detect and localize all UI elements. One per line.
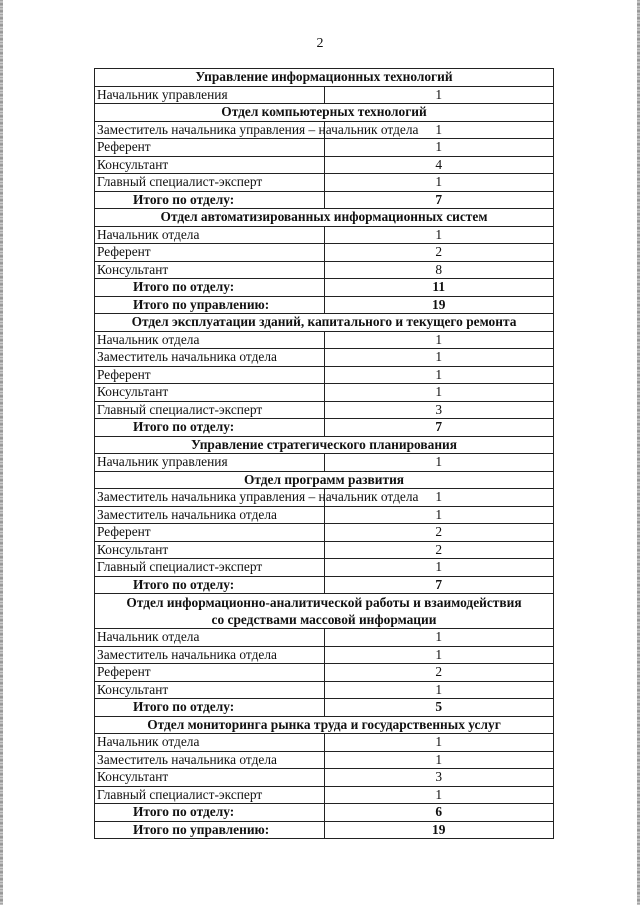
subtotal-row: [95, 804, 554, 822]
subtotal-label: Итого по отделу:: [95, 576, 325, 594]
position-row: [95, 121, 554, 139]
position-count: 1: [324, 349, 554, 367]
subtotal-label: Итого по управлению:: [95, 296, 325, 314]
position-name: Начальник отдела: [95, 629, 325, 647]
position-row: [95, 226, 554, 244]
subtotal-row: [95, 576, 554, 594]
section-header-row: [95, 314, 554, 332]
position-name: Консультант: [95, 156, 325, 174]
position-count: 2: [324, 524, 554, 542]
position-row: [95, 489, 554, 507]
section-header: [95, 594, 554, 629]
position-row: [95, 261, 554, 279]
subtotal-count: 19: [324, 821, 554, 839]
position-count: 8: [324, 261, 554, 279]
position-count: 1: [324, 226, 554, 244]
position-count: 1: [324, 331, 554, 349]
section-header-text: Отдел автоматизированных информационных систем: [160, 209, 488, 225]
position-row: [95, 86, 554, 104]
section-header-text-line2: со средствами массовой информации: [211, 612, 437, 627]
position-name: Начальник управления: [95, 454, 325, 472]
section-header: [95, 471, 554, 489]
position-name: Референт: [95, 366, 325, 384]
subtotal-label: Итого по отделу:: [95, 699, 325, 717]
section-header-row: [95, 716, 554, 734]
subtotal-label: Итого по управлению:: [95, 821, 325, 839]
section-header-text: Отдел мониторинга рынка труда и государственных услуг: [147, 716, 501, 732]
position-count: 1: [324, 454, 554, 472]
subtotal-label: Итого по отделу:: [95, 191, 325, 209]
subtotal-row: [95, 279, 554, 297]
position-name: Заместитель начальника управления – начальник отдела: [95, 489, 325, 507]
position-count: 1: [324, 646, 554, 664]
subtotal-count: 11: [324, 279, 554, 297]
page-number: 2: [316, 36, 324, 51]
subtotal-row: [95, 821, 554, 839]
position-row: [95, 524, 554, 542]
position-name: Заместитель начальника отдела: [95, 349, 325, 367]
section-header-text: Отдел компьютерных технологий: [221, 104, 427, 120]
position-row: [95, 664, 554, 682]
position-name: Референт: [95, 524, 325, 542]
section-header: [95, 69, 554, 87]
section-header: [95, 314, 554, 332]
position-count: 1: [324, 751, 554, 769]
section-header-text: Отдел программ развития: [243, 471, 405, 487]
position-name: Начальник отдела: [95, 734, 325, 752]
position-row: [95, 156, 554, 174]
position-count: 1: [324, 86, 554, 104]
position-name: Консультант: [95, 681, 325, 699]
position-count: 1: [324, 506, 554, 524]
position-row: [95, 331, 554, 349]
position-name: Консультант: [95, 384, 325, 402]
section-header-row: [95, 69, 554, 87]
subtotal-row: [95, 296, 554, 314]
subtotal-count: 7: [324, 419, 554, 437]
position-count: 2: [324, 664, 554, 682]
position-row: [95, 769, 554, 787]
position-row: [95, 174, 554, 192]
position-row: [95, 366, 554, 384]
position-count: 1: [324, 681, 554, 699]
position-count: 1: [324, 786, 554, 804]
position-name: Референт: [95, 244, 325, 262]
position-count: 1: [324, 139, 554, 157]
section-header: [95, 716, 554, 734]
section-header-row: [95, 471, 554, 489]
position-name: Консультант: [95, 769, 325, 787]
position-row: [95, 401, 554, 419]
position-name: Консультант: [95, 541, 325, 559]
subtotal-label: Итого по отделу:: [95, 279, 325, 297]
position-row: [95, 559, 554, 577]
position-name: Референт: [95, 664, 325, 682]
position-name: Заместитель начальника управления – начальник отдела: [95, 121, 325, 139]
section-header-row: [95, 436, 554, 454]
position-count: 1: [324, 174, 554, 192]
position-name: Заместитель начальника отдела: [95, 751, 325, 769]
subtotal-label: Итого по отделу:: [95, 419, 325, 437]
section-header: [95, 209, 554, 227]
scan-edge-left: [0, 0, 3, 905]
position-row: [95, 629, 554, 647]
position-count: 1: [324, 489, 554, 507]
section-header-text: Управление информационных технологий: [195, 69, 453, 85]
position-name: Начальник управления: [95, 86, 325, 104]
subtotal-row: [95, 699, 554, 717]
position-row: [95, 646, 554, 664]
position-count: 1: [324, 366, 554, 384]
position-name: Начальник отдела: [95, 331, 325, 349]
position-name: Главный специалист-эксперт: [95, 559, 325, 577]
position-count: 1: [324, 384, 554, 402]
position-count: 1: [324, 559, 554, 577]
section-header-text: Отдел эксплуатации зданий, капитального и текущего ремонта: [131, 314, 517, 330]
position-name: Референт: [95, 139, 325, 157]
subtotal-row: [95, 419, 554, 437]
position-count: 3: [324, 401, 554, 419]
section-header-text: Управление стратегического планирования: [190, 436, 457, 452]
position-name: Главный специалист-эксперт: [95, 174, 325, 192]
position-name: Заместитель начальника отдела: [95, 646, 325, 664]
position-count: 2: [324, 541, 554, 559]
position-row: [95, 349, 554, 367]
section-header: [95, 104, 554, 122]
position-count: 1: [324, 734, 554, 752]
subtotal-row: [95, 191, 554, 209]
position-row: [95, 751, 554, 769]
staffing-table: [94, 68, 554, 839]
position-name: Начальник отдела: [95, 226, 325, 244]
position-count: 2: [324, 244, 554, 262]
position-row: [95, 506, 554, 524]
position-name: Заместитель начальника отдела: [95, 506, 325, 524]
staffing-table-body: [95, 69, 554, 839]
position-row: [95, 454, 554, 472]
position-count: 1: [324, 629, 554, 647]
subtotal-count: 6: [324, 804, 554, 822]
position-row: [95, 541, 554, 559]
position-name: Консультант: [95, 261, 325, 279]
position-row: [95, 786, 554, 804]
subtotal-count: 7: [324, 576, 554, 594]
subtotal-count: 7: [324, 191, 554, 209]
position-name: Главный специалист-эксперт: [95, 786, 325, 804]
position-row: [95, 384, 554, 402]
position-row: [95, 139, 554, 157]
subtotal-count: 5: [324, 699, 554, 717]
subtotal-label: Итого по отделу:: [95, 804, 325, 822]
section-header: [95, 436, 554, 454]
position-name: Главный специалист-эксперт: [95, 401, 325, 419]
section-header-row: [95, 104, 554, 122]
position-count: 4: [324, 156, 554, 174]
position-count: 3: [324, 769, 554, 787]
position-row: [95, 734, 554, 752]
position-count: 1: [324, 121, 554, 139]
section-header-row: [95, 594, 554, 629]
section-header-row: [95, 209, 554, 227]
position-row: [95, 244, 554, 262]
section-header-text: Отдел информационно-аналитической работы и взаимодействия: [126, 595, 522, 610]
subtotal-count: 19: [324, 296, 554, 314]
position-row: [95, 681, 554, 699]
